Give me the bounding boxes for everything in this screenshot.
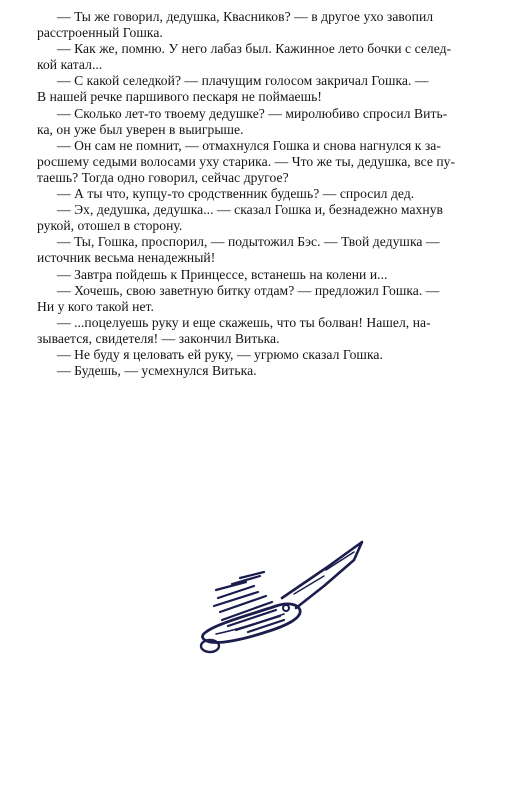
paragraph: — ...поцелуешь руку и еще скажешь, что ты болван! Нашел, на- зывается, свидетеля! — закончил Витька. (37, 314, 431, 346)
paragraph: — Не буду я целовать ей руку, — угрюмо сказал Гошка. (57, 346, 383, 362)
story-text (37, 9, 496, 379)
paragraph: — С какой селедкой? — плачущим голосом закричал Гошка. — В нашей речке паршивого пескаря не поймаешь! (37, 73, 429, 105)
paragraph: — Он сам не помнит, — отмахнулся Гошка и снова нагнулся к за- росшему седыми волосами уху старика. — Что же ты, дедушка, все пу- таешь? Тогда одно говорил, сейчас другое? (37, 137, 456, 185)
paragraph: — Сколько лет-то твоему дедушке? — миролюбиво спросил Вить- ка, он уже был уверен в выигрыше. (37, 105, 448, 137)
paragraph: — Хочешь, свою заветную битку отдам? — предложил Гошка. — Ни у кого такой нет. (37, 282, 440, 314)
paragraph: — Как же, помню. У него лабаз был. Кажинное лето бочки с селед- кой катал... (37, 41, 452, 73)
paragraph: — Эх, дедушка, дедушка... — сказал Гошка и, безнадежно махнув рукой, отошел в сторону. (37, 202, 444, 234)
paragraph: — Ты же говорил, дедушка, Квасников? — в другое ухо завопил расстроенный Гошка. (37, 9, 434, 41)
paragraph: — А ты что, купцу-то сродственник будешь? — спросил дед. (57, 186, 415, 202)
paragraph: — Будешь, — усмехнулся Витька. (57, 363, 257, 379)
paragraph: — Завтра пойдешь к Принцессе, встанешь на колени и... (57, 266, 388, 282)
folding-knife-icon (176, 520, 376, 670)
paragraph: — Ты, Гошка, проспорил, — подытожил Бэс. — Твой дедушка — источник весьма ненадежный! (37, 234, 440, 266)
